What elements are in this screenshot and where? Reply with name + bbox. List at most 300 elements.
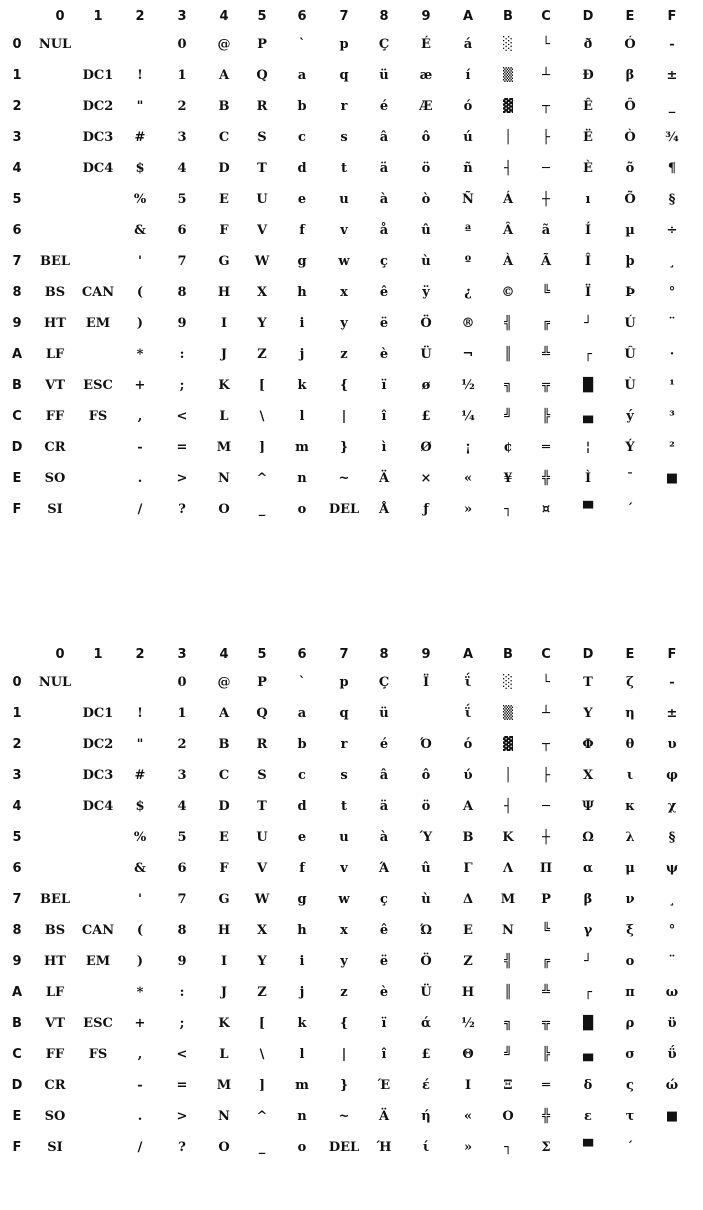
code-cell: ╩ [542,347,550,362]
row-header-f: F [12,1140,22,1155]
code-cell: $ [135,161,145,176]
code-cell: V [256,861,268,876]
row-header-5: 5 [12,192,22,207]
code-cell: U [256,192,268,207]
code-cell: â [379,768,389,783]
code-cell: 6 [177,223,187,238]
code-cell: , [137,409,143,424]
code-cell: χ [667,799,677,814]
code-cell: Ρ [541,892,551,907]
code-cell: ; [179,1016,185,1031]
code-cell: T [257,161,267,176]
code-cell: V [256,223,268,238]
row-header-4: 4 [12,799,22,814]
code-cell: Θ [462,1047,474,1062]
code-cell: LF [45,985,65,1000]
code-cell: φ [666,768,678,783]
code-cell: â [379,130,389,145]
code-cell: " [136,99,144,114]
code-cell: α [582,861,593,876]
code-cell: δ [583,1078,593,1093]
code-cell: Β [462,830,474,845]
code-cell: M [216,440,232,455]
row-header-0: 0 [12,675,22,690]
code-cell: × [420,471,432,486]
code-cell: σ [625,1047,635,1062]
code-cell: } [339,1078,349,1093]
code-cell: LF [45,347,65,362]
code-cell: l [299,409,305,424]
code-cell: ═ [542,1078,550,1093]
code-cell: n [297,1109,307,1124]
column-header-b: B [503,647,513,662]
column-header-c: C [541,647,551,662]
row-header-b: B [12,1016,22,1031]
code-cell: ╚ [542,923,550,938]
code-cell: q [339,706,349,721]
code-cell: û [421,861,431,876]
code-cell: o [297,1140,307,1155]
code-cell: U [256,830,268,845]
code-cell: ö [421,161,431,176]
code-cell: î [381,1047,387,1062]
row-header-6: 6 [12,861,22,876]
row-header-c: C [12,1047,22,1062]
code-cell: P [257,675,267,690]
code-cell: Η [461,985,475,1000]
code-cell: ┴ [542,706,550,721]
code-cell: ç [380,892,388,907]
code-cell: E [219,192,229,207]
code-cell: VT [45,378,65,393]
code-cell: ╬ [542,471,550,486]
code-cell: 6 [177,861,187,876]
code-cell: τ [625,1109,635,1124]
code-cell: Ο [502,1109,514,1124]
column-header-8: 8 [379,647,389,662]
code-cell: w [338,892,350,907]
code-cell: L [219,1047,229,1062]
code-cell: Ë [583,130,593,145]
column-header-d: D [582,9,594,24]
row-header-6: 6 [12,223,22,238]
row-header-0: 0 [12,37,22,52]
code-cell: 5 [177,830,187,845]
code-cell: ü [379,706,389,721]
code-cell: Ύ [419,830,433,845]
code-cell: \ [259,409,265,424]
code-cell: i [299,316,305,331]
code-cell: ┐ [504,1140,512,1155]
code-cell: Í [584,223,592,238]
code-cell: BS [44,923,66,938]
code-cell: @ [217,37,231,52]
code-cell: º [464,254,472,269]
code-cell: ί [422,1140,430,1155]
code-cell: ò [421,192,431,207]
code-cell: EM [85,954,111,969]
row-header-e: E [12,1109,22,1124]
code-cell: | [341,1047,347,1062]
code-cell: ι [626,768,634,783]
code-cell: s [340,768,348,783]
code-cell: │ [504,768,512,783]
code-cell: & [134,861,146,876]
code-cell: Ê [583,99,593,114]
code-cell: NUL [38,675,72,690]
code-cell: ú [463,130,473,145]
code-cell: J [220,985,228,1000]
code-cell: ÷ [666,223,678,238]
code-cell: ▀ [583,1140,593,1155]
code-cell: ▄ [583,1047,593,1062]
code-cell: k [297,1016,307,1031]
code-cell: └ [542,37,550,52]
code-cell: ; [179,378,185,393]
code-cell: ▀ [583,502,593,517]
code-table-lower [0,638,703,1198]
code-cell: d [297,799,307,814]
column-header-4: 4 [219,647,229,662]
column-header-a: A [462,647,474,662]
code-cell: Ç [378,675,390,690]
code-cell: HT [44,954,66,969]
code-cell: BEL [39,892,71,907]
row-header-8: 8 [12,923,22,938]
code-cell: ╣ [504,954,512,969]
code-cell: ┘ [584,316,592,331]
code-cell: Α [462,799,474,814]
code-cell: ║ [504,347,512,362]
code-cell: - [669,675,675,690]
code-cell: g [297,892,307,907]
code-cell: FF [45,409,65,424]
code-cell: Ä [378,1109,390,1124]
code-cell: z [340,985,348,1000]
code-cell: │ [504,130,512,145]
code-cell: █ [583,1016,593,1031]
code-cell: G [218,892,230,907]
code-cell: 3 [177,768,187,783]
code-cell: ╔ [542,954,550,969]
code-cell: ς [626,1078,634,1093]
code-cell: ┐ [504,502,512,517]
code-cell: DEL [328,1140,360,1155]
code-cell: % [133,830,147,845]
code-cell: " [136,737,144,752]
code-cell: Σ [541,1140,551,1155]
code-cell: κ [625,799,635,814]
code-cell: # [134,768,146,783]
code-cell: Ö [420,316,432,331]
code-cell: Ã [540,254,552,269]
code-cell: Õ [624,192,636,207]
column-header-6: 6 [297,647,307,662]
code-cell: ┤ [504,799,512,814]
code-cell: Γ [463,861,473,876]
code-cell: Κ [502,830,514,845]
code-cell: r [340,99,348,114]
code-cell: Ô [624,99,636,114]
code-cell: Z [257,985,267,1000]
code-cell: ö [421,799,431,814]
code-cell: γ [583,923,593,938]
code-cell: Ε [463,923,473,938]
code-cell: ω [665,985,679,1000]
code-cell: p [339,675,349,690]
code-cell: ¿ [464,285,472,300]
code-cell: Ñ [462,192,474,207]
code-cell: Þ [625,285,635,300]
code-cell: < [176,409,188,424]
code-cell: l [299,1047,305,1062]
code-cell: 2 [177,99,187,114]
code-cell: W [254,892,270,907]
code-cell: w [338,254,350,269]
code-cell: EM [85,316,111,331]
code-cell: ó [463,99,473,114]
code-cell: ^ [256,471,268,486]
code-cell: H [217,285,231,300]
code-cell: § [668,192,676,207]
code-cell: n [297,471,307,486]
row-header-3: 3 [12,130,22,145]
code-cell: N [218,471,230,486]
code-cell: Å [378,502,390,517]
code-cell: ø [421,378,431,393]
code-cell: CAN [81,285,115,300]
code-cell: O [218,1140,230,1155]
code-cell: R [256,737,268,752]
code-cell: u [339,830,349,845]
code-cell: υ [667,737,677,752]
code-cell: ϋ [667,1016,677,1031]
code-cell: ( [136,285,144,300]
row-header-d: D [11,1078,23,1093]
code-cell: HT [44,316,66,331]
code-cell: - [669,37,675,52]
code-cell: Έ [377,1078,391,1093]
code-cell: = [176,440,188,455]
column-header-9: 9 [421,647,431,662]
code-cell: ╚ [542,285,550,300]
row-header-a: A [11,347,23,362]
code-cell: Ù [624,378,636,393]
code-cell: c [298,130,306,145]
code-cell: c [298,768,306,783]
code-cell: Æ [419,99,433,114]
row-header-3: 3 [12,768,22,783]
code-cell: k [297,378,307,393]
code-cell: ¾ [665,130,679,145]
code-cell: u [339,192,349,207]
code-cell: q [339,68,349,83]
row-header-4: 4 [12,161,22,176]
code-cell: ` [298,675,306,690]
code-cell: B [218,99,230,114]
row-header-2: 2 [12,99,22,114]
code-cell: Ώ [420,923,432,938]
code-cell: ° [668,923,676,938]
code-cell: [ [258,378,266,393]
code-cell: DC1 [82,68,114,83]
code-cell: » [463,502,473,517]
code-cell: õ [625,161,635,176]
code-cell: ô [421,768,431,783]
code-cell: © [501,285,515,300]
code-cell: m [295,440,309,455]
code-cell: á [463,37,473,52]
code-cell: ì [381,440,387,455]
code-cell: í [465,68,471,83]
code-cell: Ä [378,471,390,486]
code-cell: ü [379,68,389,83]
code-cell: æ [419,68,433,83]
code-cell: ¨ [668,316,676,331]
code-cell: ï [381,1016,387,1031]
code-cell: ├ [542,768,550,783]
column-header-5: 5 [257,9,267,24]
code-cell: ½ [461,378,475,393]
code-cell: t [340,161,347,176]
code-cell: ■ [665,471,679,486]
code-cell: ~ [338,471,350,486]
code-cell: ║ [504,985,512,1000]
column-header-8: 8 [379,9,389,24]
code-cell: ░ [503,37,513,52]
code-cell: BEL [39,254,71,269]
code-cell: SI [47,1140,63,1155]
code-cell: ' [138,892,142,907]
code-cell: ÿ [422,285,430,300]
code-cell: § [668,830,676,845]
code-cell: \ [259,1047,265,1062]
code-cell: ƒ [423,502,429,517]
row-header-7: 7 [12,254,22,269]
code-cell: C [218,130,230,145]
code-cell: £ [421,409,431,424]
column-header-7: 7 [339,647,349,662]
code-cell: ╠ [542,409,550,424]
code-cell: ν [625,892,635,907]
code-cell: * [136,347,144,362]
code-cell: 0 [177,37,187,52]
code-cell: é [379,99,389,114]
code-cell: þ [625,254,635,269]
row-header-1: 1 [12,68,22,83]
code-cell: A [218,68,230,83]
code-cell: ░ [503,675,513,690]
code-cell: + [134,1016,146,1031]
code-cell: β [583,892,593,907]
code-cell: VT [45,1016,65,1031]
code-cell: ! [137,68,143,83]
column-header-d: D [582,647,594,662]
code-cell: ï [381,378,387,393]
code-cell: O [218,502,230,517]
code-cell: b [297,737,307,752]
code-cell: ` [298,37,306,52]
code-cell: 3 [177,130,187,145]
code-cell: ╝ [504,409,512,424]
code-cell: / [137,1140,143,1155]
code-cell: Ω [582,830,594,845]
code-cell: 0 [177,675,187,690]
code-cell: ² [669,440,675,455]
code-cell: Ç [378,37,390,52]
code-cell: Ξ [503,1078,513,1093]
code-cell: g [297,254,307,269]
code-cell: e [297,830,307,845]
code-cell: Y [257,316,267,331]
code-cell: é [379,737,389,752]
column-header-c: C [541,9,551,24]
code-cell: I [220,954,228,969]
code-cell: Χ [582,768,594,783]
code-cell: ä [379,161,389,176]
code-cell: y [340,954,348,969]
code-cell: ] [258,1078,266,1093]
code-cell: _ [668,99,676,114]
code-cell: T [257,799,267,814]
code-cell: > [176,1109,188,1124]
code-cell: NUL [38,37,72,52]
code-cell: ' [138,254,142,269]
code-cell: y [340,316,348,331]
column-header-a: A [462,9,474,24]
code-cell: G [218,254,230,269]
code-cell: ύ [463,768,473,783]
row-header-8: 8 [12,285,22,300]
code-cell: X [256,923,268,938]
code-cell: ¢ [503,440,513,455]
code-cell: « [463,1109,473,1124]
code-cell: à [379,192,389,207]
code-cell: ε [584,1109,592,1124]
code-cell: ¦ [585,440,591,455]
code-cell: û [421,223,431,238]
code-cell: : [179,985,185,1000]
row-header-2: 2 [12,737,22,752]
code-cell: È [583,161,593,176]
code-cell: Q [256,68,268,83]
code-cell: ╠ [542,1047,550,1062]
code-cell: ΐ [464,675,472,690]
code-cell: { [339,1016,349,1031]
code-cell: z [340,347,348,362]
code-cell: ª [464,223,472,238]
code-cell: { [339,378,349,393]
code-cell: A [218,706,230,721]
code-cell: h [297,285,307,300]
code-cell: ê [379,923,389,938]
code-cell: > [176,471,188,486]
code-cell: ¸ [668,254,676,269]
code-cell: ζ [626,675,634,690]
code-cell: - [137,1078,143,1093]
row-header-7: 7 [12,892,22,907]
code-cell: ΰ [667,1047,677,1062]
code-cell: Ό [420,737,432,752]
code-cell: ╣ [504,316,512,331]
code-cell: 7 [177,254,187,269]
code-cell: ) [136,954,144,969]
code-cell: SI [47,502,63,517]
code-cell: v [340,223,348,238]
code-cell: X [256,285,268,300]
code-cell: 8 [177,923,187,938]
code-cell: - [137,440,143,455]
